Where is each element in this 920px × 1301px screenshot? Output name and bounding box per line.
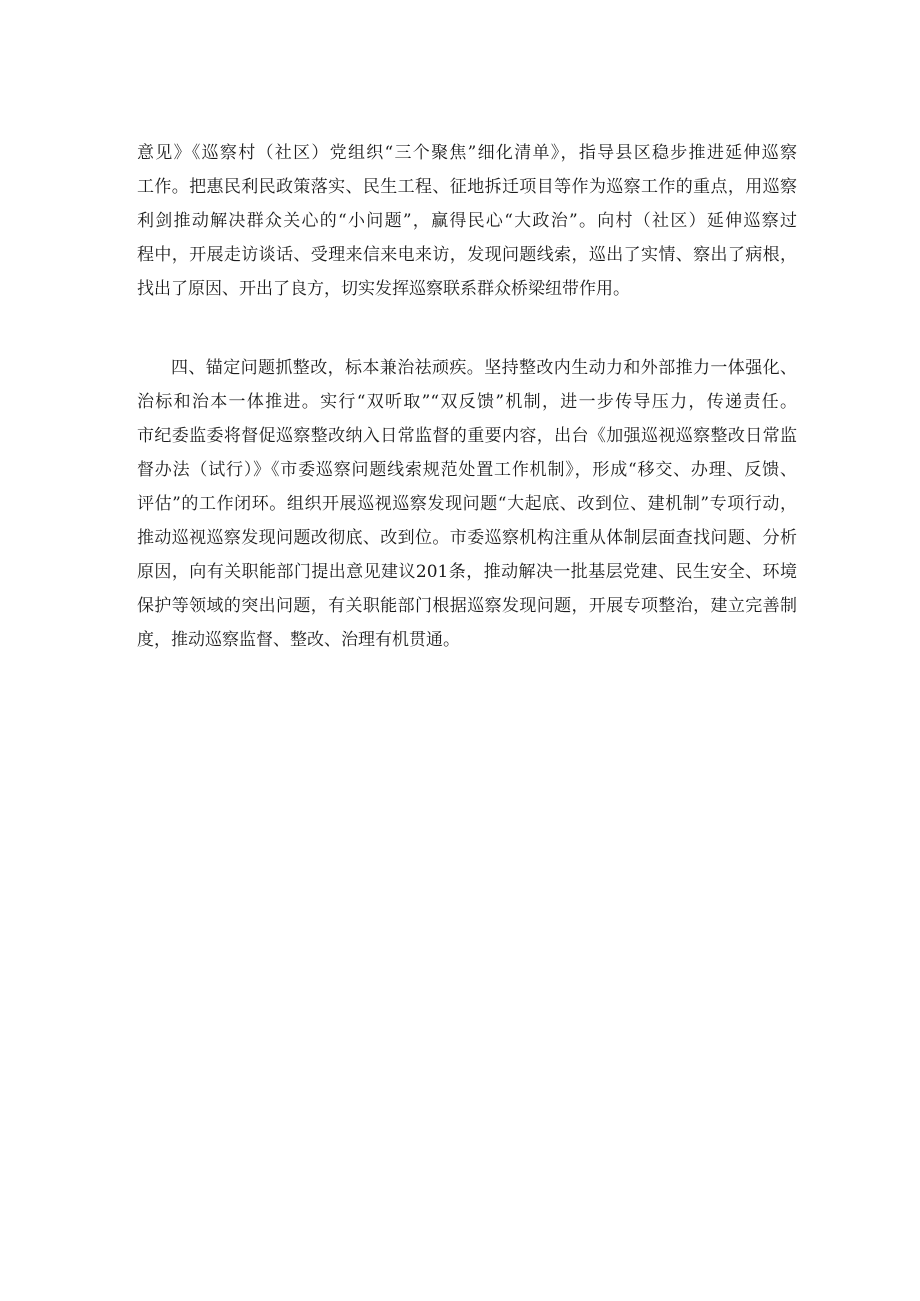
paragraph-line: 工作。把惠民利民政策落实、民生工程、征地拆迁项目等作为巡察工作的重点，用巡察 (137, 177, 797, 197)
paragraph-line: 保护等领域的突出问题，有关职能部门根据巡察发现问题，开展专项整治，建立完善制 (137, 596, 797, 616)
paragraph-line: 意见》《巡察村（社区）党组织“三个聚焦”细化清单》，指导县区稳步推进延伸巡察 (137, 143, 797, 163)
paragraph-line: 利剑推动解决群众关心的“小问题”，赢得民心“大政治”。向村（社区）延伸巡察过 (137, 211, 797, 231)
paragraph-continuation (137, 136, 797, 306)
paragraph-line: 原因，向有关职能部门提出意见建议201条，推动解决一批基层党建、民生安全、环境 (137, 562, 797, 582)
paragraph-line: 推动巡视巡察发现问题改彻底、改到位。市委巡察机构注重从体制层面查找问题、分析 (137, 528, 797, 548)
paragraph-line: 找出了原因、开出了良方，切实发挥巡察联系群众桥梁纽带作用。 (137, 279, 630, 299)
paragraph-line: 四、锚定问题抓整改，标本兼治祛顽疾。坚持整改内生动力和外部推力一体强化、 (171, 358, 797, 378)
paragraph-line: 程中，开展走访谈话、受理来信来电来访，发现问题线索，巡出了实情、察出了病根， (137, 245, 797, 265)
paragraph-line: 评估”的工作闭环。组织开展巡视巡察发现问题“大起底、改到位、建机制”专项行动， (137, 494, 797, 514)
paragraph-line: 市纪委监委将督促巡察整改纳入日常监督的重要内容，出台《加强巡视巡察整改日常监 (137, 426, 797, 446)
paragraph-line: 治标和治本一体推进。实行“双听取”“双反馈”机制，进一步传导压力，传递责任。 (137, 392, 797, 412)
paragraph-line: 度，推动巡察监督、整改、治理有机贯通。 (137, 630, 460, 650)
paragraph-section-four (137, 351, 797, 657)
paragraph-line: 督办法（试行）》《市委巡察问题线索规范处置工作机制》，形成“移交、办理、反馈、 (137, 460, 797, 480)
